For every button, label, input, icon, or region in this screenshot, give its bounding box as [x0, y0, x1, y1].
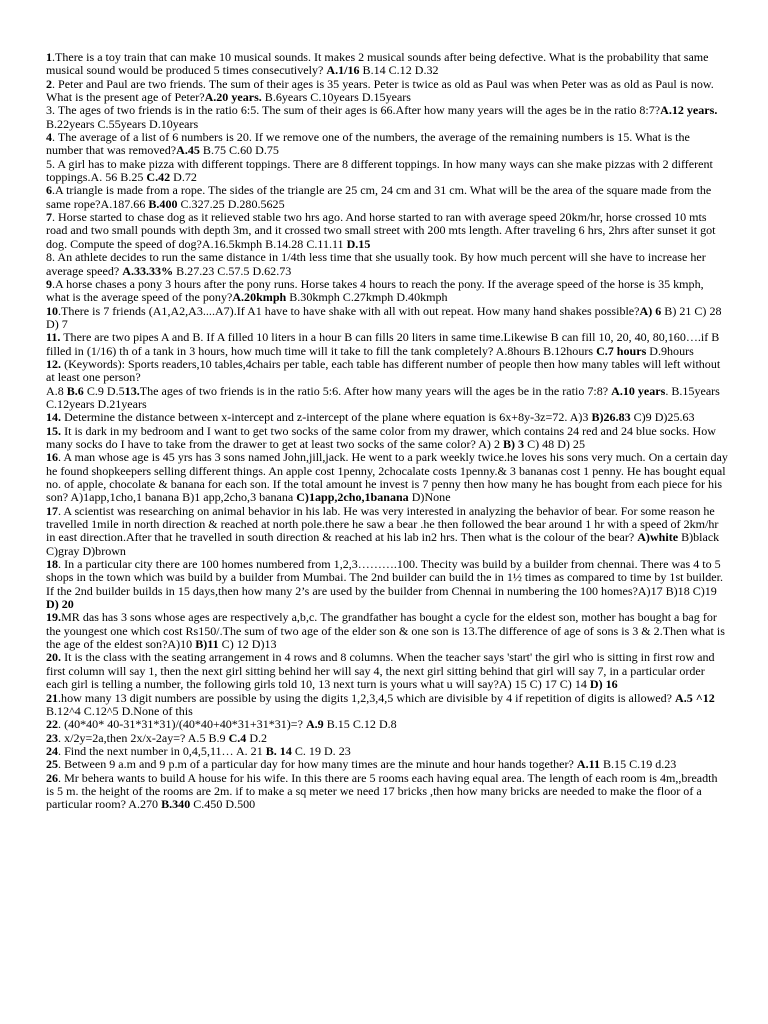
- question-text: D.2: [246, 730, 268, 745]
- question-paragraph: [46, 104, 728, 131]
- answer-option: C.4: [228, 730, 247, 745]
- question-paragraph: [46, 505, 728, 558]
- question-text: There are two pipes A and B. If A filled 10 liters in a hour B can fills 20 liters in same time.Likewise B can fill 10, 20, 40, 80,160….if B filled in (1/16) th of a tank in 3 hours, how much time will it take to fill the tank completely? A.8hours B.12hours: [46, 330, 720, 358]
- question-text: Determine the distance between x-intercept and z-intercept of the plane where equation is 6x+8y-3z=72. A)3: [61, 410, 592, 425]
- answer-option: A.45: [176, 143, 200, 158]
- question-number: 2: [46, 76, 53, 91]
- question-text: 5. A girl has to make pizza with different toppings. There are 8 different toppings. In how many ways can she make pizzas with 2 different toppings.A. 56 B.25: [46, 156, 713, 185]
- question-text: C) 48 D) 25: [524, 436, 585, 451]
- question-text: . A man whose age is 45 yrs has 3 sons named John,jill,jack. He went to a park weekly twice.he loves his sons very much. On a certain day he found shopkeepers selling different things. An apple cost 1penny, 2chocalate costs 1penny.& 3 bananas cost 1 penny. He has bought equal no. of apple, chocolate & banana for each son. If the total amount he invest is 7 penny then how many he has bought from each piece for his son? A)1app,1cho,1 banana B)1 app,2cho,3 banana: [46, 450, 728, 505]
- question-text: C.9 D.5: [83, 383, 125, 398]
- question-text: . Peter and Paul are two friends. The sum of their ages is 35 years. Peter is twice as old as Paul was when Peter was as old as Paul is now. What is the present age of Peter?: [46, 76, 714, 105]
- question-text: C)9 D)25.63: [630, 410, 695, 425]
- question-number: 19.: [46, 610, 62, 625]
- question-paragraph: [46, 411, 728, 424]
- question-text: (Keywords): Sports readers,10 tables,4chairs per table, each table has different number of people then how many tables will left without at least one person?: [46, 356, 721, 385]
- question-text: C.450 D.500: [190, 797, 256, 812]
- answer-option: B.400: [148, 196, 178, 211]
- question-text: B.27.23 C.57.5 D.62.73: [173, 263, 292, 278]
- question-text: .A triangle is made from a rope. The sides of the triangle are 25 cm, 24 cm and 31 cm. What will be the area of the square made from the same rope?A.187.66: [46, 183, 712, 211]
- question-text: C. 19 D. 23: [291, 743, 351, 758]
- question-paragraph: [46, 611, 728, 651]
- answer-option: C)1app,2cho,1banana: [296, 490, 409, 505]
- answer-option: B)11: [195, 637, 219, 652]
- question-paragraph: [46, 425, 728, 452]
- question-number: 11.: [46, 330, 61, 345]
- answer-option: C.42: [146, 170, 171, 185]
- question-number: 7: [46, 210, 53, 225]
- question-paragraph: [46, 158, 728, 185]
- question-text: D.9hours: [646, 343, 694, 358]
- question-paragraph: [46, 732, 728, 745]
- question-text: .There is a toy train that can make 10 musical sounds. It makes 2 musical sounds after being defective. What is the probability that same musical sound would be produced 5 times consecutively?: [46, 50, 709, 78]
- question-number: 25: [46, 757, 59, 772]
- question-text: B.12^4 C.12^5 D.None of this: [46, 703, 193, 718]
- answer-option: B) 3: [502, 436, 525, 451]
- question-text: B.75 C.60 D.75: [199, 143, 279, 158]
- question-text: The ages of two friends is in the ratio 5:6. After how many years will the ages be in the ratio 7:8?: [139, 383, 612, 398]
- question-paragraph: [46, 718, 728, 731]
- question-text: D)None: [408, 490, 451, 505]
- question-paragraph: [46, 131, 728, 158]
- question-number: 16: [46, 450, 59, 465]
- question-text: B.15 C.19 d.23: [600, 757, 677, 772]
- question-text: . Between 9 a.m and 9 p.m of a particular day for how many times are the minute and hour hands together?: [58, 757, 577, 772]
- question-text: C) 12 D)13: [218, 637, 277, 652]
- question-number: 12.: [46, 356, 62, 371]
- question-number: 15.: [46, 423, 62, 438]
- answer-option: B.6: [66, 383, 84, 398]
- question-number: 22: [46, 717, 59, 732]
- answer-option: A.20kmph: [232, 290, 287, 305]
- question-text: . In a particular city there are 100 homes numbered from 1,2,3……….100. Thecity was build by a builder from chennai. There was 4 to 5 shops in the town which was build by a builder from Mumbai. The 2nd builder can build the in 1½ times as compared to time by 1st builder. If the 2nd builder builds in 15 days,then how many 2’s are used by the builder from Chennai in numbering the 100 homes?A)17 B)18 C)19: [46, 557, 723, 598]
- answer-option: B.340: [161, 797, 191, 812]
- question-text: B.22years C.55years D.10years: [46, 116, 199, 131]
- question-paragraph: [46, 385, 728, 412]
- question-paragraph: [46, 278, 728, 305]
- question-text: It is the class with the seating arrangement in 4 rows and 8 columns. When the teacher says 'start' the girl who is sitting in first row and first column will say 1, then the next girl sitting behind her will say 4, the next girl sitting behind that girl will say 7, in a particular order each girl is telling a number, the following girls told 10, 13 next turn is yours what u will say?A) 15 C) 17 C) 14: [46, 650, 715, 692]
- question-paragraph: [46, 745, 728, 758]
- answer-option: B)26.83: [591, 410, 631, 425]
- question-paragraph: [46, 184, 728, 211]
- question-paragraph: [46, 331, 728, 358]
- question-number: 4: [46, 130, 53, 145]
- question-text: 3. The ages of two friends is in the ratio 6:5. The sum of their ages is 66.After how many years will the ages be in the ratio 8:7?: [46, 103, 661, 118]
- question-text: . A scientist was researching on animal behavior in his lab. He was very interested in analyzing the behavior of bear. For some reason he travelled 1mile in north direction & reached at north pole.there he saw a bear .he then followed the bear around 1 hr with a speed of 2km/hr in east direction.After that he travelled in south direction & reached at his lab in2 hrs. Then what is the colour of the bear?: [46, 503, 719, 545]
- answer-option: A.1/16: [326, 63, 360, 78]
- answer-option: D) 16: [589, 677, 618, 692]
- question-paragraph: [46, 451, 728, 504]
- question-text: B) 21 C) 28 D) 7: [46, 303, 722, 331]
- answer-option: D) 20: [46, 597, 74, 612]
- question-text: C.327.25 D.280.5625: [177, 196, 285, 211]
- question-text: . The average of a list of 6 numbers is 20. If we remove one of the numbers, the average of the remaining numbers is 15. What is the number that was removed?: [46, 130, 690, 158]
- question-number: 14.: [46, 410, 62, 425]
- answer-option: B. 14: [265, 743, 292, 758]
- answer-option: A.10 years: [611, 383, 666, 398]
- question-number: 9: [46, 276, 53, 291]
- question-paragraph: [46, 772, 728, 812]
- question-text: B.14 C.12 D.32: [359, 63, 439, 78]
- question-text: D.72: [170, 170, 197, 185]
- question-paragraph: [46, 305, 728, 332]
- question-number: 20.: [46, 650, 62, 665]
- answer-option: A.20 years.: [204, 90, 262, 105]
- answer-option: A.12 years.: [660, 103, 718, 118]
- question-text: A.8: [46, 383, 67, 398]
- question-number: 21: [46, 690, 59, 705]
- question-text: B.6years C.10years D.15years: [261, 90, 411, 105]
- question-text: . Horse started to chase dog as it relieved stable two hrs ago. And horse started to ran with average speed 20km/hr, horse crossed 10 mts road and two small pounds with depth 3m, and it crossed two small street with 200 mts length. After traveling 6 hrs, 2hrs after sunset it got dog. Compute the speed of dog?A.16.5kmph B.14.28 C.11.11: [46, 210, 716, 251]
- question-number: 23: [46, 730, 59, 745]
- question-text: MR das has 3 sons whose ages are respectively a,b,c. The grandfather has bought a cycle for the eldest son, mother has bought a bag for the youngest one which cost Rs150/.The sum of two age of the elder son & one son is 13.The difference of age of sons is 3 & 2.Then what is the age of the eldest son?A)10: [46, 610, 725, 652]
- question-paragraph: [46, 51, 728, 78]
- answer-option: A)white: [637, 530, 679, 545]
- question-text: B.30kmph C.27kmph D.40kmph: [286, 290, 448, 305]
- question-text: .There is 7 friends (A1,A2,A3....A7).If A1 have to have shake with all with out repeat. How many hand shakes possible?: [58, 303, 640, 318]
- question-number: 26: [46, 770, 59, 785]
- answer-option: C.7 hours: [596, 343, 647, 358]
- question-number: 1: [46, 50, 53, 64]
- question-paragraph: [46, 358, 728, 385]
- question-number: 6: [46, 183, 53, 198]
- answer-option: A.9: [305, 717, 324, 732]
- question-number: 17: [46, 503, 59, 518]
- question-text: It is dark in my bedroom and I want to get two socks of the same color from my drawer, which contains 24 red and 24 blue socks. How many socks do I have to take from the drawer to get at least two socks of the same color? A) 2: [46, 423, 716, 451]
- question-text: .how many 13 digit numbers are possible by using the digits 1,2,3,4,5 which are divisible by 4 if repetition of digits is allowed?: [58, 690, 676, 705]
- question-text: .A horse chases a pony 3 hours after the pony runs. Horse takes 4 hours to reach the pony. If the average speed of the horse is 35 kmph, what is the average speed of the pony?: [46, 276, 704, 305]
- answer-option: 13.: [124, 383, 140, 398]
- question-text: . B.15years C.12years D.21years: [46, 383, 720, 411]
- question-paragraph: [46, 651, 728, 691]
- question-number: 18: [46, 557, 59, 572]
- question-text: . (40*40* 40-31*31*31)/(40*40+40*31+31*31)=?: [58, 717, 306, 732]
- question-text: 8. An athlete decides to run the same distance in 1/4th less time that she usually took. By how much percent will she have to increase her average speed?: [46, 250, 706, 278]
- answer-option: A.11: [576, 757, 600, 772]
- question-number: 10: [46, 303, 59, 318]
- question-paragraph: [46, 251, 728, 278]
- question-text: . x/2y=2a,then 2x/x-2ay=? A.5 B.9: [58, 730, 229, 745]
- answer-option: A.33.33%: [122, 263, 174, 278]
- question-paragraph: [46, 211, 728, 251]
- answer-option: A.5 ^12: [675, 690, 715, 705]
- question-text: B)black C)gray D)brown: [46, 530, 720, 558]
- question-paragraph: [46, 692, 728, 719]
- question-paragraph: [46, 558, 728, 611]
- question-text: . Find the next number in 0,4,5,11… A. 21: [58, 743, 266, 758]
- question-paragraph: [46, 758, 728, 771]
- answer-option: D.15: [346, 236, 371, 251]
- question-number: 24: [46, 743, 59, 758]
- question-paragraph: [46, 78, 728, 105]
- question-text: . Mr behera wants to build A house for his wife. In this there are 5 rooms each having equal area. The length of each room is 4m,,breadth is 5 m. the height of the rooms are 2m. if to make a sq meter we need 17 bricks ,then how many bricks are needed to make the floor of a particular room? A.270: [46, 770, 718, 812]
- question-text: B.15 C.12 D.8: [323, 717, 397, 732]
- answer-option: A) 6: [639, 303, 662, 318]
